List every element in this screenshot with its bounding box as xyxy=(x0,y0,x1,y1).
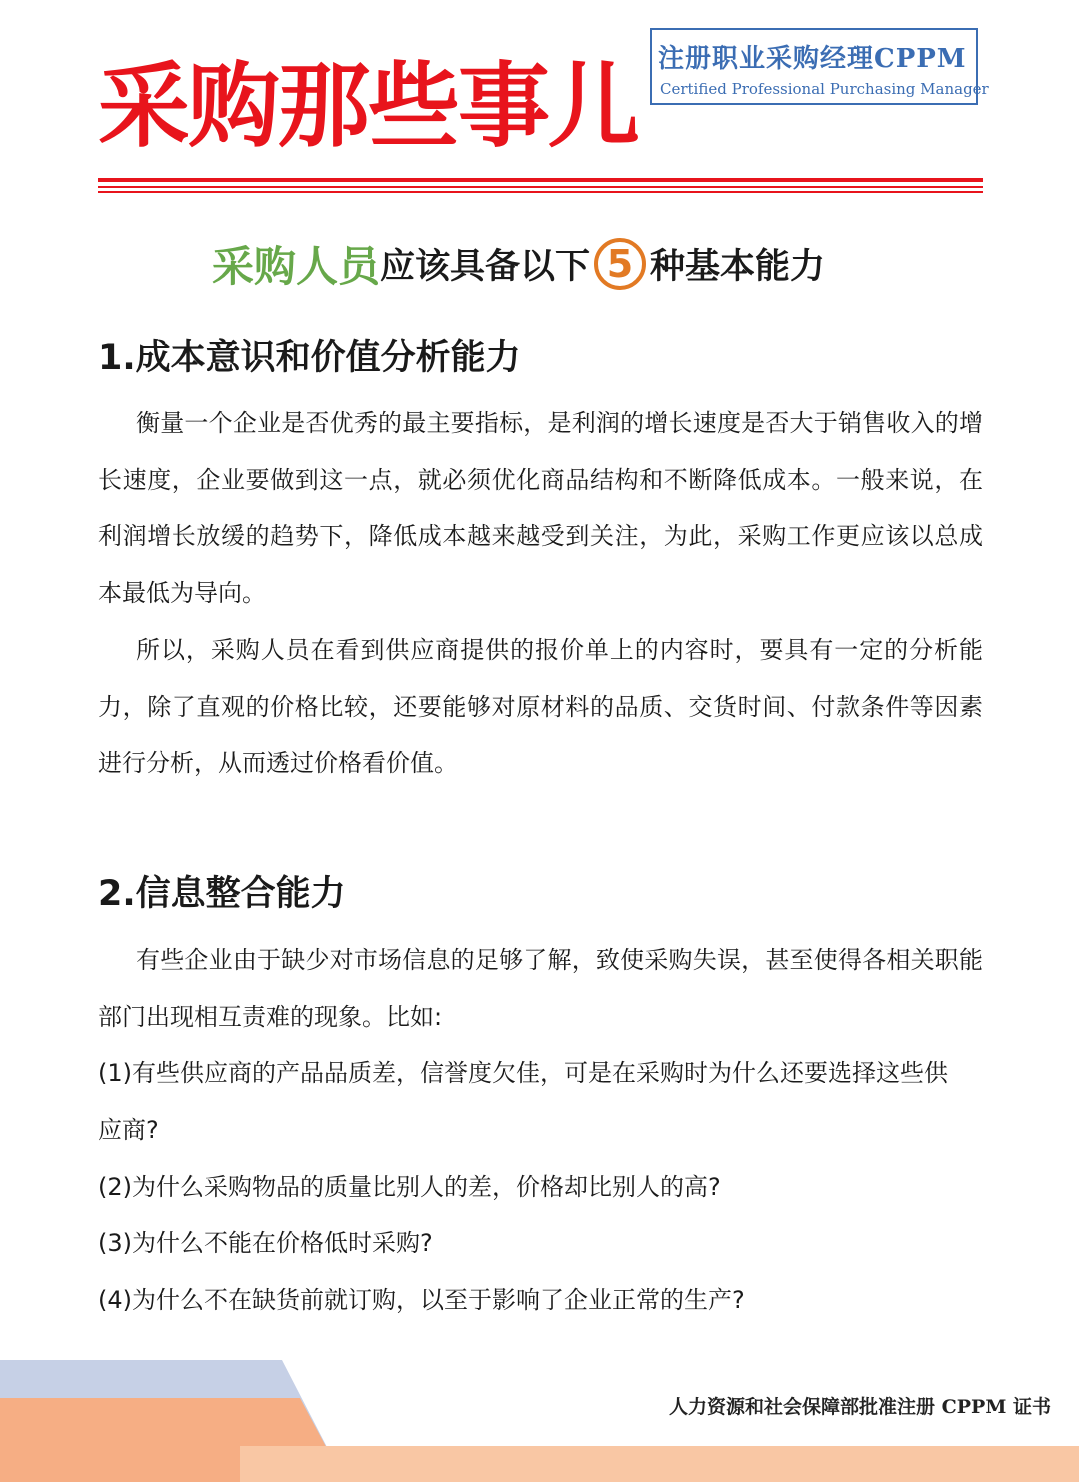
list-item: (1)有些供应商的产品品质差，信誉度欠佳，可是在采购时为什么还要选择这些供 xyxy=(98,1059,948,1087)
section2-intro: 有些企业由于缺少对市场信息的足够了解，致使采购失误，甚至使得各相关职能部门出现相互责难的现象。比如: xyxy=(98,946,983,1031)
page-subtitle xyxy=(212,232,825,296)
footer-decoration xyxy=(0,1358,1079,1482)
badge-chinese-text: 注册职业采购经理CPPM xyxy=(658,44,967,74)
badge-english-text: Certified Professional Purchasing Manager xyxy=(660,80,989,98)
list-item: 应商? xyxy=(98,1116,159,1144)
subtitle-middle: 应该具备以下 xyxy=(380,247,591,287)
section1-paragraph-1: 衡量一个企业是否优秀的最主要指标，是利润的增长速度是否大于销售收入的增长速度，企业要做到这一点，就必须优化商品结构和不断降低成本。一般来说，在利润增长放缓的趋势下，降低成本越来越受到关注，为此，采购工作更应该以总成本最低为导向。 xyxy=(98,409,983,607)
section1-heading: 1.成本意识和价值分析能力 xyxy=(98,338,521,378)
list-item: (3)为什么不能在价格低时采购? xyxy=(98,1229,433,1257)
number-circle: 5 xyxy=(594,238,646,290)
section1-paragraph-2: 所以，采购人员在看到供应商提供的报价单上的内容时，要具有一定的分析能力，除了直观的价格比较，还要能够对原材料的品质、交货时间、付款条件等因素进行分析，从而透过价格看价值。 xyxy=(98,636,983,778)
subtitle-tail: 种基本能力 xyxy=(650,247,826,287)
subtitle-highlight: 采购人员 xyxy=(212,242,381,291)
footer-peach-strip xyxy=(240,1446,1079,1482)
cppm-badge xyxy=(650,28,989,105)
header-divider-thick xyxy=(98,178,983,182)
header-divider-bottom xyxy=(98,191,983,193)
header-divider-thin xyxy=(98,186,983,188)
brand-title: 采购那些事儿 xyxy=(98,53,639,160)
footer-certificate-text: 人力资源和社会保障部批准注册 CPPM 证书 xyxy=(669,1396,1051,1418)
section2-heading: 2.信息整合能力 xyxy=(98,874,346,914)
list-item: (2)为什么采购物品的质量比别人的差，价格却比别人的高? xyxy=(98,1173,721,1201)
list-item: (4)为什么不在缺货前就订购，以至于影响了企业正常的生产? xyxy=(98,1286,745,1314)
